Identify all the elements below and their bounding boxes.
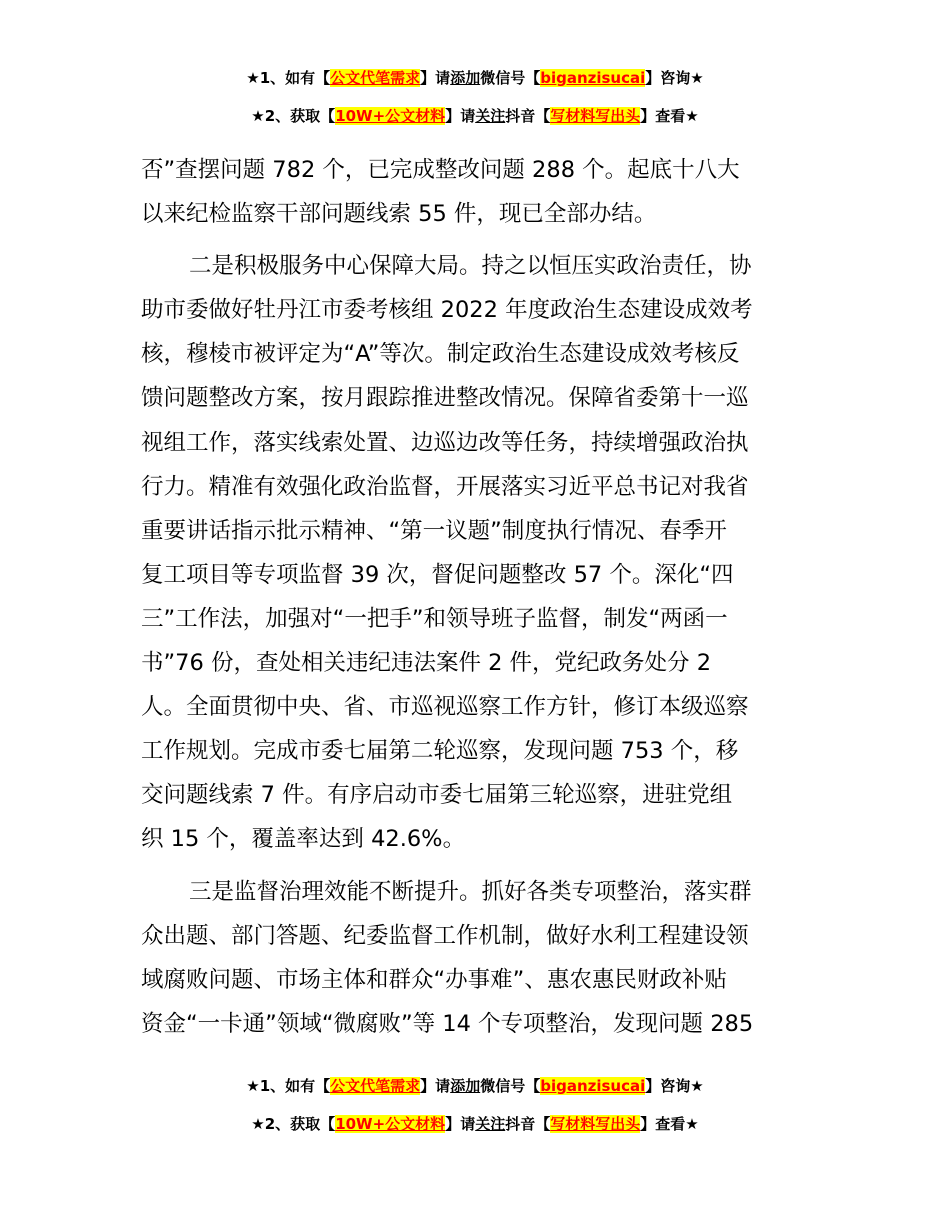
promo-highlight-service: 公文代笔需求 (330, 69, 421, 87)
paragraph-3 (141, 870, 811, 1046)
text-line: 助市委做好牡丹江市委考核组 2022 年度政治生态建设成效考 (141, 297, 753, 324)
document-body (141, 148, 811, 1046)
text-line: 三是监督治理效能不断提升。抓好各类专项整治，落实群 (189, 878, 752, 905)
promo-prefix: ★1、如有【 (246, 1077, 331, 1095)
promo-prefix: ★2、获取【 (251, 107, 336, 125)
promo-highlight-materials: 10W+公文材料 (335, 1115, 446, 1133)
promo-underline-text: 添加 (450, 1077, 481, 1095)
header-promo-line-1 (0, 68, 950, 88)
promo-highlight-douyin: 写材料写出头 (550, 1115, 641, 1133)
footer-promo-line-1 (0, 1076, 950, 1096)
promo-prefix: ★1、如有【 (246, 69, 331, 87)
footer-promo-line-2 (0, 1114, 950, 1134)
promo-highlight-douyin: 写材料写出头 (550, 107, 641, 125)
text-line: 三”工作法，加强对“一把手”和领导班子监督，制发“两函一 (141, 605, 728, 632)
promo-text: 】请 (420, 69, 451, 87)
promo-text: 】请 (445, 1115, 476, 1133)
promo-highlight-wechat-id: biganzisucai (540, 69, 646, 87)
promo-highlight-service: 公文代笔需求 (330, 1077, 421, 1095)
promo-underline-text: 关注 (475, 1115, 506, 1133)
text-line: 否”查摆问题 782 个，已完成整改问题 288 个。起底十八大 (141, 157, 740, 183)
promo-text: 微信号【 (480, 69, 541, 87)
text-line: 馈问题整改方案，按月跟踪推进整改情况。保障省委第十一巡 (141, 385, 749, 412)
text-line: 二是积极服务中心保障大局。持之以恒压实政治责任，协 (189, 253, 752, 280)
promo-text: 抖音【 (505, 107, 551, 125)
text-line: 复工项目等专项监督 39 次，督促问题整改 57 个。深化“四 (141, 561, 734, 588)
text-line: 交问题线索 7 件。有序启动市委七届第三轮巡察，进驻党组 (141, 782, 733, 809)
promo-highlight-wechat-id: biganzisucai (540, 1077, 646, 1095)
promo-prefix: ★2、获取【 (251, 1115, 336, 1133)
paragraph-1 (141, 148, 811, 236)
text-line: 资金“一卡通”领域“微腐败”等 14 个专项整治，发现问题 285 (141, 1010, 754, 1037)
promo-suffix: 】咨询★ (645, 69, 704, 87)
text-line: 人。全面贯彻中央、省、市巡视巡察工作方针，修订本级巡察 (141, 694, 749, 721)
paragraph-2 (141, 244, 811, 861)
text-line: 核，穆棱市被评定为“A”等次。制定政治生态建设成效考核反 (141, 341, 740, 368)
promo-text: 抖音【 (505, 1115, 551, 1133)
text-line: 织 15 个，覆盖率达到 42.6%。 (141, 826, 466, 853)
text-line: 书”76 份，查处相关违纪违法案件 2 件，党纪政务处分 2 (141, 650, 712, 677)
text-line: 重要讲话指示批示精神、“第一议题”制度执行情况、春季开 (141, 517, 727, 544)
promo-underline-text: 添加 (450, 69, 481, 87)
promo-text: 】请 (445, 107, 476, 125)
text-line: 众出题、部门答题、纪委监督工作机制，做好水利工程建设领 (141, 922, 749, 949)
text-line: 工作规划。完成市委七届第二轮巡察，发现问题 753 个，移 (141, 738, 739, 765)
promo-underline-text: 关注 (475, 107, 506, 125)
promo-text: 微信号【 (480, 1077, 541, 1095)
promo-highlight-materials: 10W+公文材料 (335, 107, 446, 125)
promo-text: 】请 (420, 1077, 451, 1095)
promo-suffix: 】查看★ (640, 1115, 699, 1133)
promo-suffix: 】查看★ (640, 107, 699, 125)
text-line: 以来纪检监察干部问题线索 55 件，现已全部办结。 (141, 201, 657, 228)
promo-suffix: 】咨询★ (645, 1077, 704, 1095)
header-promo-line-2 (0, 106, 950, 126)
text-line: 视组工作，落实线索处置、边巡边改等任务，持续增强政治执 (141, 429, 749, 456)
text-line: 域腐败问题、市场主体和群众“办事难”、惠农惠民财政补贴 (141, 966, 727, 993)
text-line: 行力。精准有效强化政治监督，开展落实习近平总书记对我省 (141, 473, 749, 500)
